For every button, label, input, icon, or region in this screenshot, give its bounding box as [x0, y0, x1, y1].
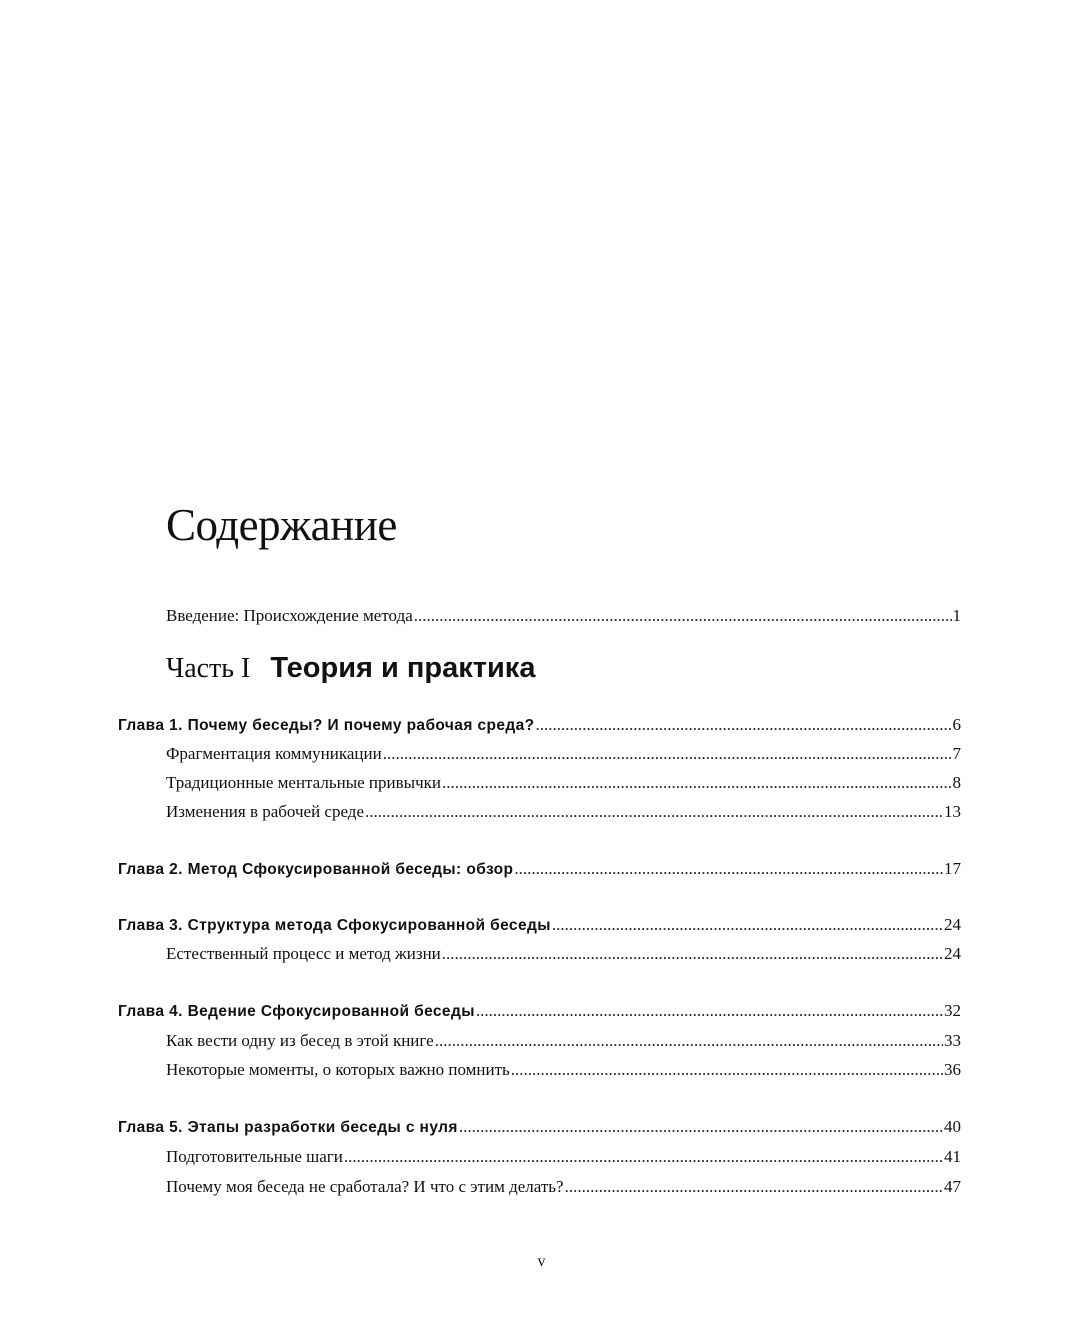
- toc-entry-title: Почему моя беседа не сработала? И что с этим делать?: [166, 1177, 564, 1196]
- toc-entry-title: Глава 1. Почему беседы? И почему рабочая среда?: [118, 717, 535, 734]
- toc-chapter-5[interactable]: [118, 1115, 961, 1139]
- dot-leader: [459, 1115, 943, 1139]
- toc-section[interactable]: [166, 771, 961, 795]
- dot-leader: [476, 999, 943, 1023]
- toc-entry-page: 47: [944, 1177, 961, 1196]
- toc-entry-title: Подготовительные шаги: [166, 1147, 343, 1166]
- toc-entry-page: 1: [952, 606, 961, 625]
- toc-section[interactable]: [166, 1058, 961, 1082]
- toc-entry-page: 6: [952, 715, 961, 734]
- toc-entry-title: Традиционные ментальные привычки: [166, 773, 441, 792]
- toc-entry-page: 7: [952, 744, 961, 763]
- toc-section[interactable]: [166, 1029, 961, 1053]
- dot-leader: [536, 713, 952, 737]
- toc-entry-intro[interactable]: [166, 604, 961, 628]
- toc-chapter-1[interactable]: [118, 713, 961, 737]
- toc-entry-page: 40: [944, 1117, 961, 1136]
- toc-entry-title: Глава 5. Этапы разработки беседы с нуля: [118, 1119, 458, 1136]
- toc-entry-page: 33: [944, 1031, 961, 1050]
- toc-chapter-2[interactable]: [118, 857, 961, 881]
- toc-chapter-3[interactable]: [118, 913, 961, 937]
- dot-leader: [442, 771, 952, 795]
- page-number: v: [537, 1253, 546, 1270]
- dot-leader: [344, 1145, 943, 1169]
- dot-leader: [435, 1029, 943, 1053]
- toc-section[interactable]: [166, 800, 961, 824]
- toc-entry-page: 32: [944, 1001, 961, 1020]
- toc-entry-title: Некоторые моменты, о которых важно помнить: [166, 1060, 510, 1079]
- toc-entry-title: Как вести одну из бесед в этой книге: [166, 1031, 434, 1050]
- toc-section[interactable]: [166, 942, 961, 966]
- dot-leader: [514, 857, 943, 881]
- toc-section[interactable]: [166, 1145, 961, 1169]
- toc-section[interactable]: [166, 742, 961, 766]
- toc-entry-title: Введение: Происхождение метода: [166, 606, 413, 625]
- page-title: Содержание: [166, 500, 397, 550]
- dot-leader: [383, 742, 952, 766]
- toc-entry-title: Естественный процесс и метод жизни: [166, 944, 441, 963]
- dot-leader: [442, 942, 943, 966]
- toc-chapter-4[interactable]: [118, 999, 961, 1023]
- toc-entry-page: 8: [952, 773, 961, 792]
- toc-entry-page: 24: [944, 944, 961, 963]
- dot-leader: [552, 913, 943, 937]
- part-label: Часть I: [166, 653, 251, 684]
- toc-entry-title: Фрагментация коммуникации: [166, 744, 382, 763]
- dot-leader: [511, 1058, 943, 1082]
- toc-entry-title: Глава 3. Структура метода Сфокусированной беседы: [118, 917, 551, 934]
- toc-entry-page: 13: [944, 802, 961, 821]
- toc-entry-page: 36: [944, 1060, 961, 1079]
- toc-entry-page: 24: [944, 915, 961, 934]
- toc-entry-title: Глава 4. Ведение Сфокусированной беседы: [118, 1003, 475, 1020]
- toc-entry-title: Глава 2. Метод Сфокусированной беседы: обзор: [118, 861, 514, 878]
- dot-leader: [365, 800, 943, 824]
- part-heading: [166, 648, 535, 690]
- toc-entry-page: 17: [944, 859, 961, 878]
- toc-entry-page: 41: [944, 1147, 961, 1166]
- toc-entry-title: Изменения в рабочей среде: [166, 802, 364, 821]
- dot-leader: [565, 1175, 943, 1199]
- toc-section[interactable]: [166, 1175, 961, 1199]
- part-title: Теория и практика: [270, 652, 536, 684]
- dot-leader: [414, 604, 952, 628]
